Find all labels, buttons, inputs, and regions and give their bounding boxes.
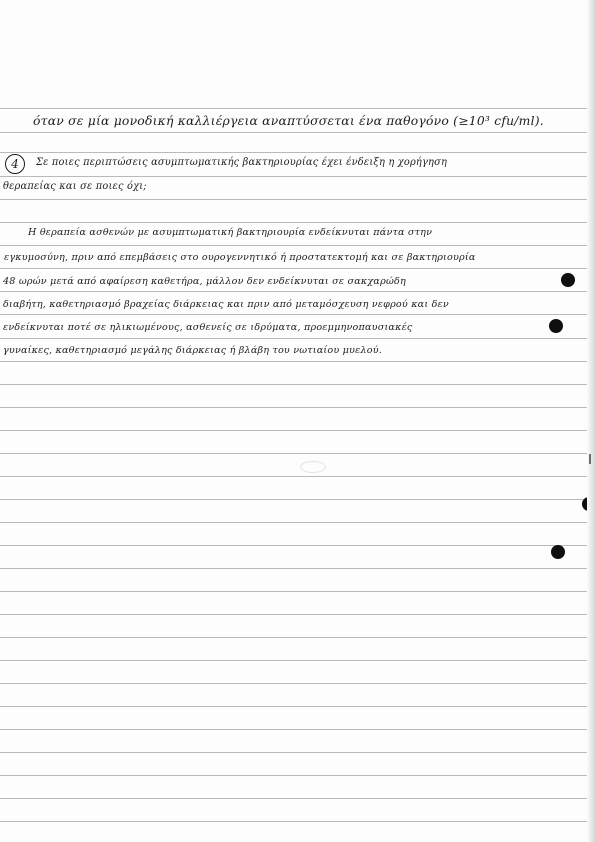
ruled-line (0, 522, 595, 523)
ruled-line (0, 545, 595, 546)
ruled-line (0, 591, 595, 592)
answer-line-5: ενδείκνυται ποτέ σε ηλικιωμένους, ασθενείς σε ιδρύματα, προεμμηνοπαυσιακές (3, 322, 413, 333)
ruled-line (0, 108, 595, 109)
ruled-line (0, 132, 595, 133)
ruled-line (0, 729, 595, 730)
paper-smudge (300, 461, 326, 473)
ruled-line (0, 614, 595, 615)
ruled-line (0, 314, 595, 315)
question-number-circle: 4 (5, 154, 25, 174)
ruled-line (0, 338, 595, 339)
answer-line-6: γυναίκες, καθετηριασμό μεγάλης διάρκειας ή βλάβη του νωτιαίου μυελού. (3, 345, 382, 356)
ruled-line (0, 453, 595, 454)
ruled-line (0, 683, 595, 684)
ruled-line (0, 775, 595, 776)
text-line-1: όταν σε μία μονοδική καλλιέργεια αναπτύσσεται ένα παθογόνο (≥10³ cfu/ml). (33, 114, 544, 128)
answer-line-1: Η θεραπεία ασθενών με ασυμπτωματική βακτηριουρία ενδείκνυται πάντα στην (28, 227, 433, 238)
ruled-line (0, 499, 595, 500)
punch-hole (551, 545, 565, 559)
ruled-line (0, 152, 595, 153)
ruled-line (0, 660, 595, 661)
question-line-2: θεραπείας και σε ποιες όχι; (3, 181, 147, 192)
ruled-line (0, 384, 595, 385)
ruled-line (0, 407, 595, 408)
ruled-line (0, 222, 595, 223)
ruled-line (0, 798, 595, 799)
punch-hole (561, 273, 575, 287)
ruled-line (0, 752, 595, 753)
page-edge-mark (589, 454, 591, 464)
ruled-line (0, 361, 595, 362)
ruled-line (0, 291, 595, 292)
answer-line-4: διαβήτη, καθετηριασμό βραχείας διάρκειας και πριν από μεταμόσχευση νεφρού και δεν (3, 299, 449, 310)
page-edge-shadow (587, 0, 595, 842)
answer-line-2: εγκυμοσύνη, πριν από επεμβάσεις στο ουρογεννητικό ή προστατεκτομή και σε βακτηριουρία (4, 252, 476, 263)
ruled-line (0, 476, 595, 477)
ruled-line (0, 821, 595, 822)
ruled-line (0, 268, 595, 269)
ruled-line (0, 430, 595, 431)
ruled-line (0, 637, 595, 638)
ruled-line (0, 706, 595, 707)
punch-hole (549, 319, 563, 333)
ruled-line (0, 245, 595, 246)
ruled-line (0, 568, 595, 569)
answer-line-3: 48 ωρών μετά από αφαίρεση καθετήρα, μάλλον δεν ενδείκνυται σε σακχαρώδη (3, 276, 406, 287)
question-line-1: Σε ποιες περιπτώσεις ασυμπτωματικής βακτηριουρίας έχει ένδειξη η χορήγηση (36, 157, 448, 168)
ruled-line (0, 199, 595, 200)
ruled-line (0, 176, 595, 177)
